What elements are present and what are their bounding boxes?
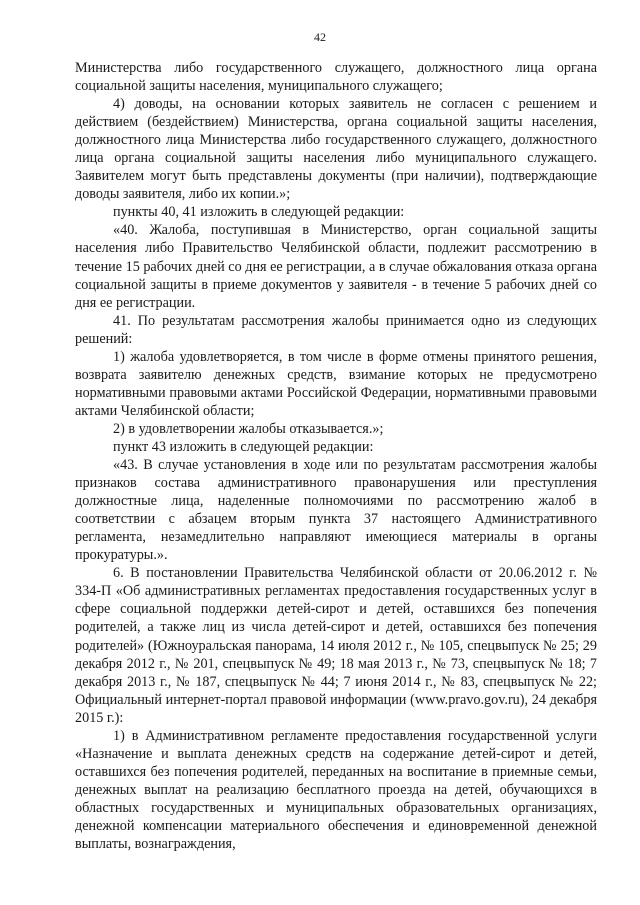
paragraph-4: «40. Жалоба, поступившая в Министерство, орган социальной защиты населения либо Правительство Челябинской области, подлежит рассмотрению в течение 15 рабочих дней со дня ее регистрации, а в случае обжалования отказа органа социальной защиты в приеме документов у заявителя - в течение 5 рабочих дней со дня ее регистрации. [75,222,597,311]
paragraph-7: 2) в удовлетворении жалобы отказывается.»; [113,420,384,437]
paragraph-3: пункты 40, 41 изложить в следующей редакции: [113,204,405,221]
paragraph-9: «43. В случае установления в ходе или по результатам рассмотрения жалобы признаков состава административного правонарушения или преступления должностные лица, наделенные полномочиями по рассмотрению жалоб в соответствии с абзацем вторым пункта 37 настоящего Административного регламента, незамедлительно направляют имеющиеся материалы в органы прокуратуры.». [75,457,597,564]
paragraph-6: 1) жалоба удовлетворяется, в том числе в форме отмены принятого решения, возврата заявителю денежных средств, взимание которых не предусмотрено нормативными правовыми актами Российской Федерации, нормативными правовыми актами Челябинской области; [75,348,597,419]
paragraph-5: 41. По результатам рассмотрения жалобы принимается одно из следующих решений: [75,312,597,347]
paragraph-11: 1) в Административном регламенте предоставления государственной услуги «Назначение и выплата денежных средств на содержание детей-сирот и детей, оставшихся без попечения родителей, переданных на воспитание в приемные семьи, денежных выплат на реализацию бесплатного проезда на детей, обучающихся в областных государственных и муниципальных образовательных организациях, денежной компенсации материального обеспечения и единовременной денежной выплаты, вознаграждения, [75,727,597,853]
document-body [75,59,597,853]
paragraph-10: 6. В постановлении Правительства Челябинской области от 20.06.2012 г. № 334-П «Об административных регламентах предоставления государственных услуг в сфере социальной поддержки детей-сирот и детей, оставшихся без попечения родителей, а также лиц из числа детей-сирот и детей, оставшихся без попечения родителей» (Южноуральская панорама, 14 июля 2012 г., № 105, спецвыпуск № 25; 29 декабря 2012 г., № 201, спецвыпуск № 49; 18 мая 2013 г., № 73, спецвыпуск № 18; 7 декабря 2013 г., № 187, спецвыпуск № 44; 7 июня 2014 г., № 83, спецвыпуск № 22; Официальный интернет-портал правовой информации (www.pravo.gov.ru), 24 декабря 2015 г.): [75,565,597,726]
page-number: 42 [314,30,326,44]
paragraph-1: Министерства либо государственного служащего, должностного лица органа социальной защиты населения, муниципального служащего; [75,60,597,95]
paragraph-2: 4) доводы, на основании которых заявитель не согласен с решением и действием (бездействием) Министерства, органа социальной защиты населения, должностного лица Министерства либо государственного служащего, должностного лица органа социальной защиты населения либо муниципального служащего. Заявителем могут быть представлены документы (при наличии), подтверждающие доводы заявителя, либо их копии.»; [75,96,597,203]
paragraph-8: пункт 43 изложить в следующей редакции: [113,438,374,455]
